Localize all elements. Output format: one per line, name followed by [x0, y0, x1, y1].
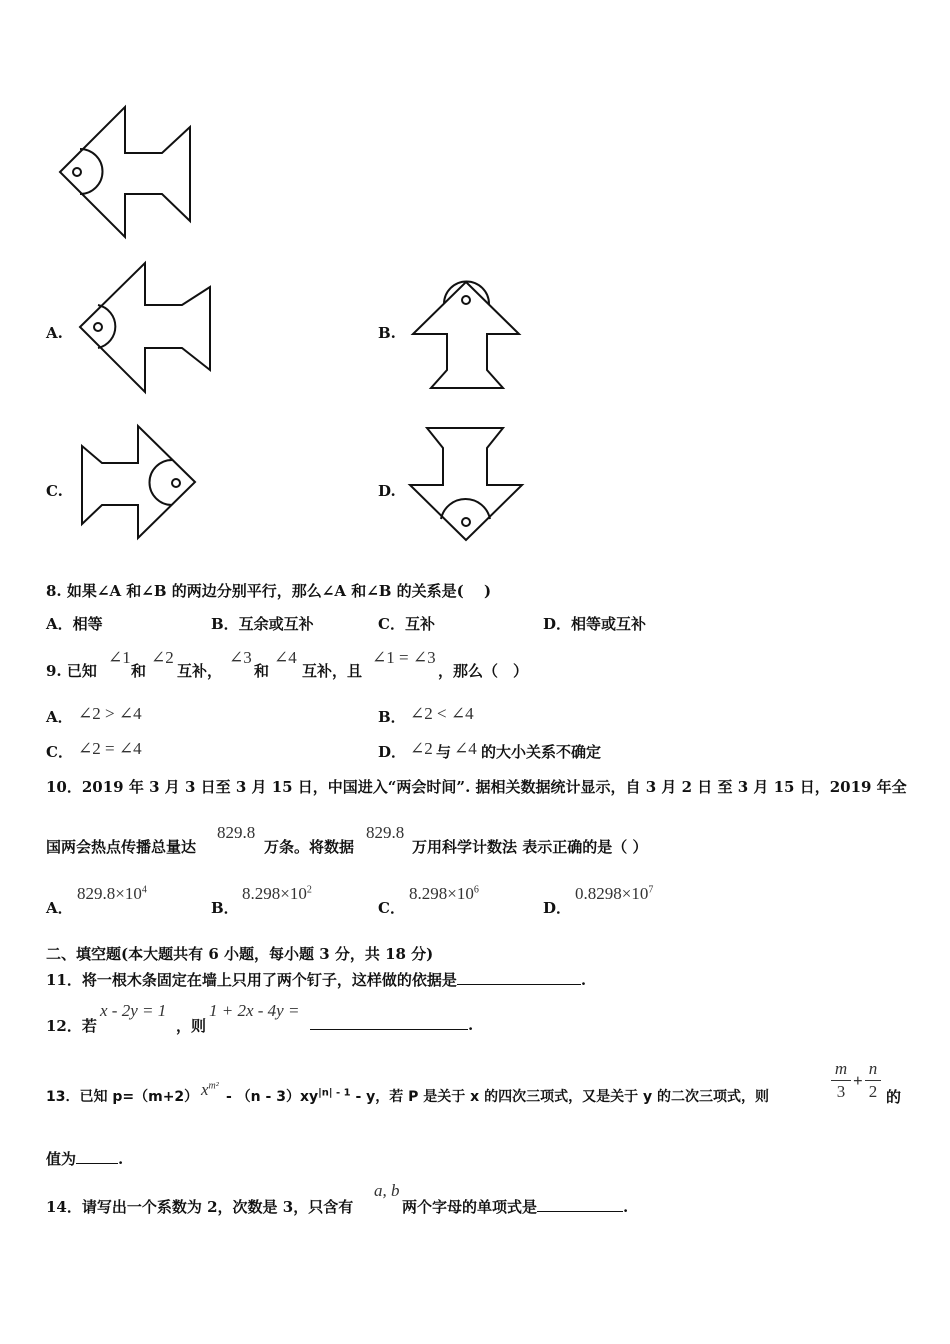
q12-mid: ，则 — [176, 1017, 207, 1035]
q8-option-c[interactable]: C．互补 — [378, 615, 435, 633]
option-a-label[interactable]: A. — [46, 324, 63, 342]
q13-middle: - $(n - 3)xy^{|n| - 1}$ - y，若 P 是关于 x 的四次三项式，又是关于 y 的二次三项式，则 — [226, 1087, 769, 1105]
q10-line1: 10．2019 年 3 月 3 日至 3 月 15 日，中国进入“两会时间”. 据相关数据统计显示，自 3 月 2 日 至 3 月 15 日，2019 年全 — [46, 778, 907, 796]
q9-angle1: ∠1 — [108, 648, 131, 667]
q9-option-d-text[interactable]: 的大小关系不确定 — [481, 743, 602, 761]
q12-answer: . — [310, 1015, 473, 1034]
q10-option-a[interactable]: $829.8\times 10^4$ — [77, 884, 147, 903]
q8-option-b[interactable]: B．互余或互补 — [211, 615, 314, 633]
q11-text: 11．将一根木条固定在墙上只用了两个钉子，这样做的依据是 . — [46, 971, 587, 989]
option-d-label[interactable]: D. — [378, 482, 396, 500]
q9-option-a[interactable]: ∠2 > ∠4 — [78, 704, 142, 723]
q12-number: 12．若 — [46, 1017, 97, 1035]
q9-text3: ，那么（ ） — [438, 662, 529, 680]
q10-number2: 829.8 — [366, 823, 405, 842]
q10-option-d-label[interactable]: D． — [543, 899, 572, 917]
q9-text1: 互补， — [177, 662, 223, 680]
q9-angle4: ∠4 — [274, 648, 297, 667]
q13-fraction-n-over-2: n 2 — [865, 1060, 881, 1101]
q9-option-a-label[interactable]: A． — [46, 708, 73, 726]
q9-and2: 和 — [254, 662, 270, 680]
q12-expr2: 1 + 2x - 4y = — [209, 1001, 300, 1020]
q9-option-c[interactable]: ∠2 = ∠4 — [78, 739, 142, 758]
q13-fraction-m-over-3: m 3 — [831, 1060, 851, 1101]
q9-text2: 互补，且 — [302, 662, 363, 680]
option-c-label[interactable]: C. — [46, 482, 63, 500]
q10-option-c[interactable]: $8.298\times 10^6$ — [409, 884, 479, 903]
section2-heading: 二、填空题(本大题共有 6 小题，每小题 3 分，共 18 分) — [46, 945, 434, 963]
q13-tail: 的 — [886, 1088, 902, 1106]
q8-option-d[interactable]: D．相等或互补 — [543, 615, 647, 633]
q10-option-d[interactable]: $0.8298\times 10^7$ — [575, 884, 654, 903]
q10-option-c-label[interactable]: C． — [378, 899, 405, 917]
q9-equation: ∠1 = ∠3 — [372, 648, 436, 667]
q10-option-b[interactable]: $8.298\times 10^2$ — [242, 884, 312, 903]
q9-angle3: ∠3 — [229, 648, 252, 667]
q11-answer-blank[interactable] — [457, 970, 581, 985]
q10-line2-c: 万用科学计数法 表示正确的是（ ） — [412, 838, 648, 856]
q10-option-a-label[interactable]: A． — [46, 899, 73, 917]
q9-option-c-label[interactable]: C． — [46, 743, 73, 761]
option-b-label[interactable]: B. — [378, 324, 396, 342]
q9-and1: 和 — [131, 662, 147, 680]
q13-x-power: $x^{m^2}$ — [201, 1080, 219, 1099]
q14-text-b: 两个字母的单项式是 . — [402, 1198, 629, 1216]
q9-option-b[interactable]: ∠2 < ∠4 — [410, 704, 474, 723]
q9-option-d-angle2[interactable]: ∠2 — [410, 739, 433, 758]
q14-text-a: 14．请写出一个系数为 2，次数是 3，只含有 — [46, 1198, 354, 1216]
q10-option-b-label[interactable]: B． — [211, 899, 239, 917]
q14-answer-blank[interactable] — [537, 1197, 623, 1212]
q9-angle2: ∠2 — [151, 648, 174, 667]
q13-number: 13．已知 p=（m+2） — [46, 1089, 199, 1105]
q10-line2-a: 国两会热点传播总量达 — [46, 838, 197, 856]
q9-number: 9. 已知 — [46, 662, 97, 680]
q10-number1: 829.8 — [217, 823, 256, 842]
q8-option-a[interactable]: A．相等 — [46, 615, 103, 633]
q9-option-d-mid[interactable]: 与 — [436, 743, 452, 761]
q14-variables: a, b — [374, 1181, 400, 1200]
q9-option-b-label[interactable]: B． — [378, 708, 406, 726]
option-d-figure — [0, 0, 950, 560]
q13-line2: 值为 . — [46, 1150, 124, 1168]
q12-expr1: x - 2y = 1 — [100, 1001, 167, 1020]
q9-option-d-label[interactable]: D． — [378, 743, 407, 761]
q13-plus: + — [853, 1071, 863, 1090]
q9-option-d-angle4[interactable]: ∠4 — [454, 739, 477, 758]
q10-line2-b: 万条。将数据 — [264, 838, 355, 856]
q12-answer-blank[interactable] — [310, 1015, 468, 1030]
q13-answer-blank[interactable] — [76, 1149, 118, 1164]
q8-stem: 8. 如果∠A 和∠B 的两边分别平行，那么∠A 和∠B 的关系是( ) — [46, 582, 492, 600]
